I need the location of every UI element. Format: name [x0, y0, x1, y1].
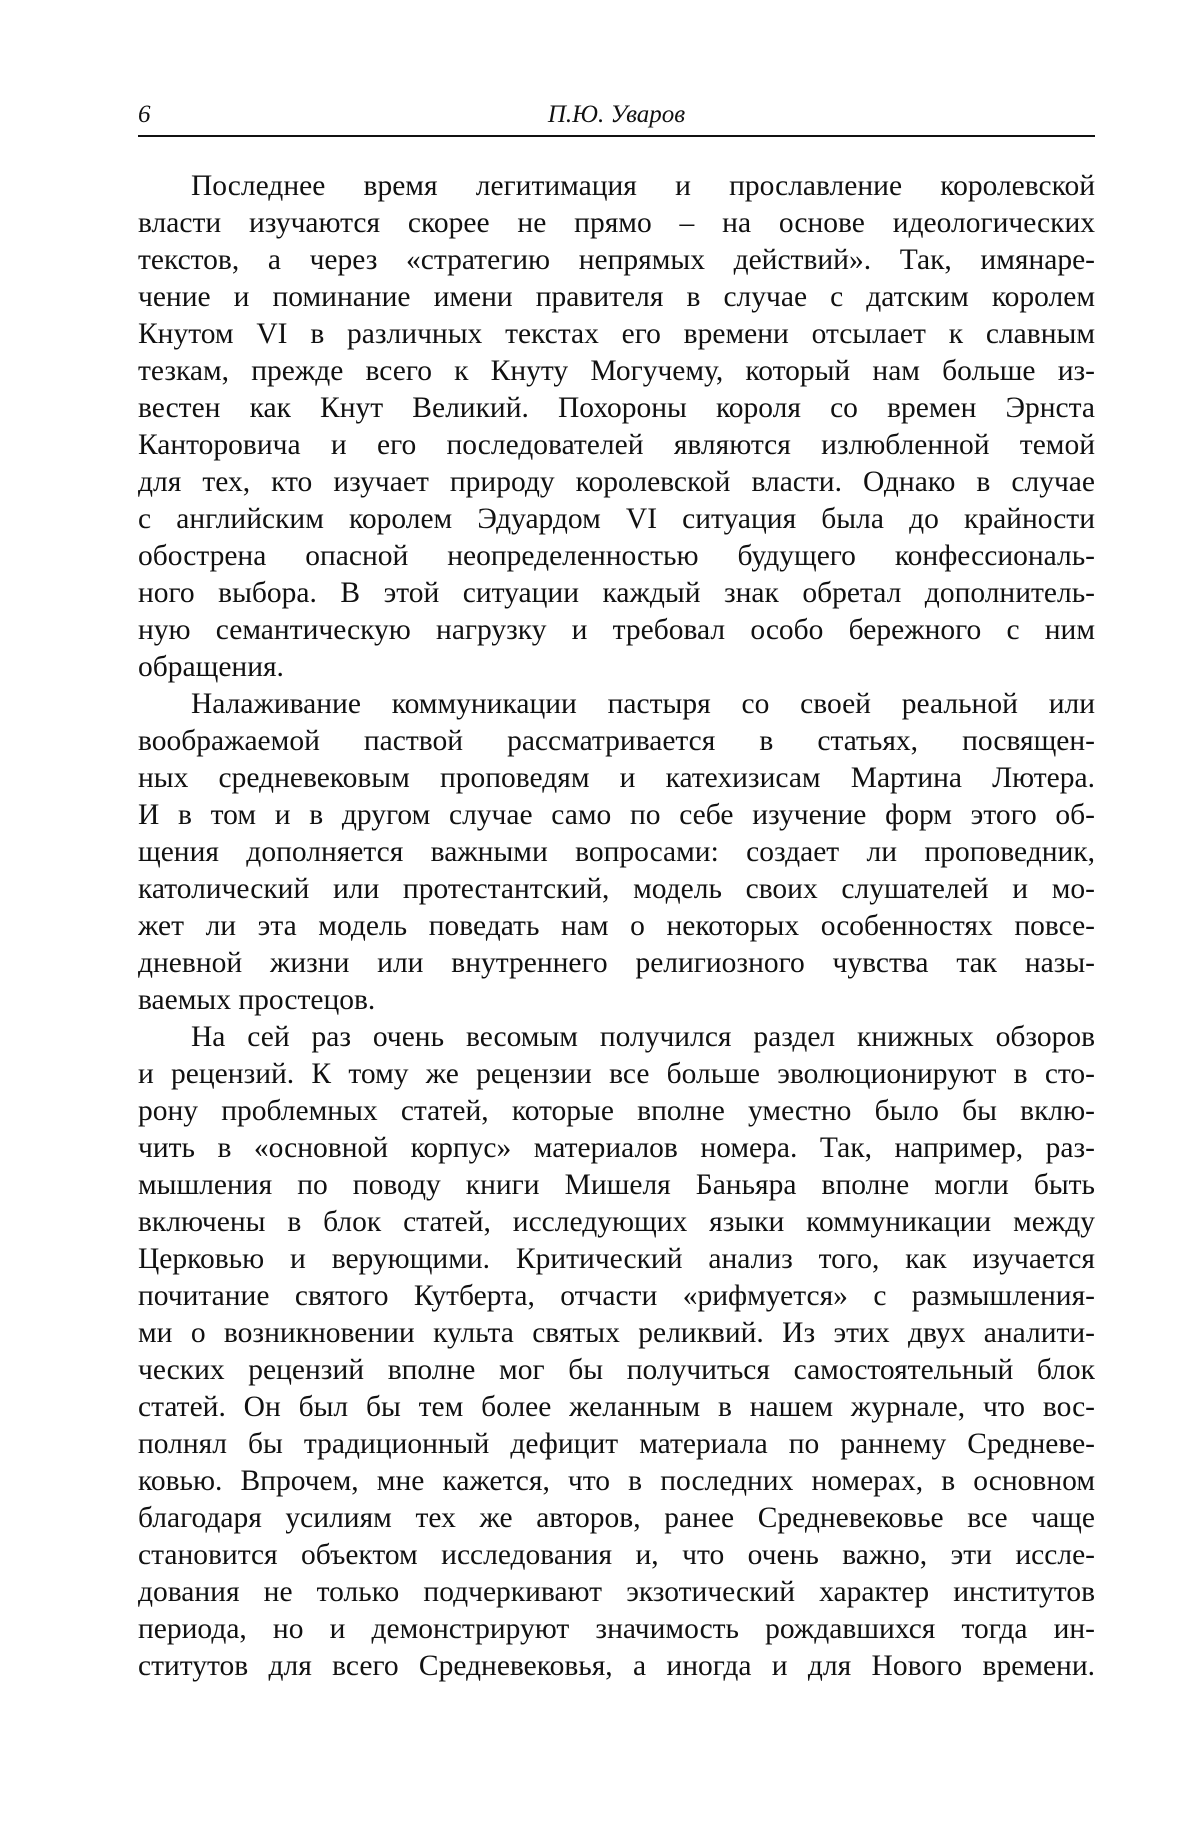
paragraph-2	[138, 686, 1095, 1019]
text-line: ную семантическую нагрузку и требовал особо бережного с ним	[138, 612, 1095, 649]
text-line: Налаживание коммуникации пастыря со своей реальной или	[138, 686, 1095, 723]
text-line: Последнее время легитимация и прославление королевской	[138, 168, 1095, 205]
text-line: периода, но и демонстрируют значимость рождавшихся тогда ин-	[138, 1611, 1095, 1648]
text-line: полнял бы традиционный дефицит материала по раннему Средневе-	[138, 1426, 1095, 1463]
text-line: тезкам, прежде всего к Кнуту Могучему, который нам больше из-	[138, 353, 1095, 390]
text-line: для тех, кто изучает природу королевской власти. Однако в случае	[138, 464, 1095, 501]
text-line: статей. Он был бы тем более желанным в нашем журнале, что вос-	[138, 1389, 1095, 1426]
text-line: и рецензий. К тому же рецензии все больше эволюционируют в сто-	[138, 1056, 1095, 1093]
text-line: дования не только подчеркивают экзотический характер институтов	[138, 1574, 1095, 1611]
paragraph-1	[138, 168, 1095, 686]
text-line: ми о возникновении культа святых реликвий. Из этих двух аналити-	[138, 1315, 1095, 1352]
text-line: ковью. Впрочем, мне кажется, что в последних номерах, в основном	[138, 1463, 1095, 1500]
text-line: текстов, а через «стратегию непрямых действий». Так, имянаре-	[138, 242, 1095, 279]
text-line: Канторовича и его последователей являются излюбленной темой	[138, 427, 1095, 464]
text-line: вестен как Кнут Великий. Похороны короля со времен Эрнста	[138, 390, 1095, 427]
text-line: почитание святого Кутберта, отчасти «рифмуется» с размышления-	[138, 1278, 1095, 1315]
text-line: ного выбора. В этой ситуации каждый знак обретал дополнитель-	[138, 575, 1095, 612]
text-line: чить в «основной корпус» материалов номера. Так, например, раз-	[138, 1130, 1095, 1167]
header-author: П.Ю. Уваров	[138, 101, 1095, 129]
text-line: с английским королем Эдуардом VI ситуация была до крайности	[138, 501, 1095, 538]
paragraph-3	[138, 1019, 1095, 1685]
text-line: католический или протестантский, модель своих слушателей и мо-	[138, 871, 1095, 908]
text-line: Кнутом VI в различных текстах его времени отсылает к славным	[138, 316, 1095, 353]
text-line: включены в блок статей, исследующих языки коммуникации между	[138, 1204, 1095, 1241]
text-line: мышления по поводу книги Мишеля Баньяра вполне могли быть	[138, 1167, 1095, 1204]
text-line: дневной жизни или внутреннего религиозного чувства так назы-	[138, 945, 1095, 982]
text-line: чение и поминание имени правителя в случае с датским королем	[138, 279, 1095, 316]
text-line: щения дополняется важными вопросами: создает ли проповедник,	[138, 834, 1095, 871]
text-line: власти изучаются скорее не прямо – на основе идеологических	[138, 205, 1095, 242]
running-head	[138, 95, 1095, 137]
text-line: ститутов для всего Средневековья, а иногда и для Нового времени.	[138, 1648, 1095, 1685]
body-text	[138, 168, 1095, 1685]
page-number: 6	[138, 101, 151, 129]
text-line: И в том и в другом случае само по себе изучение форм этого об-	[138, 797, 1095, 834]
text-line: благодаря усилиям тех же авторов, ранее Средневековье все чаще	[138, 1500, 1095, 1537]
text-line: обострена опасной неопределенностью будущего конфессиональ-	[138, 538, 1095, 575]
text-line: ваемых простецов.	[138, 982, 1095, 1019]
text-line: обращения.	[138, 649, 1095, 686]
text-line: жет ли эта модель поведать нам о некоторых особенностях повсе-	[138, 908, 1095, 945]
text-line: воображаемой паствой рассматривается в статьях, посвящен-	[138, 723, 1095, 760]
text-line: Церковью и верующими. Критический анализ того, как изучается	[138, 1241, 1095, 1278]
book-page	[0, 0, 1200, 1842]
text-line: становится объектом исследования и, что очень важно, эти иссле-	[138, 1537, 1095, 1574]
text-line: ных средневековым проповедям и катехизисам Мартина Лютера.	[138, 760, 1095, 797]
text-line: рону проблемных статей, которые вполне уместно было бы вклю-	[138, 1093, 1095, 1130]
text-line: На сей раз очень весомым получился раздел книжных обзоров	[138, 1019, 1095, 1056]
text-line: ческих рецензий вполне мог бы получиться самостоятельный блок	[138, 1352, 1095, 1389]
